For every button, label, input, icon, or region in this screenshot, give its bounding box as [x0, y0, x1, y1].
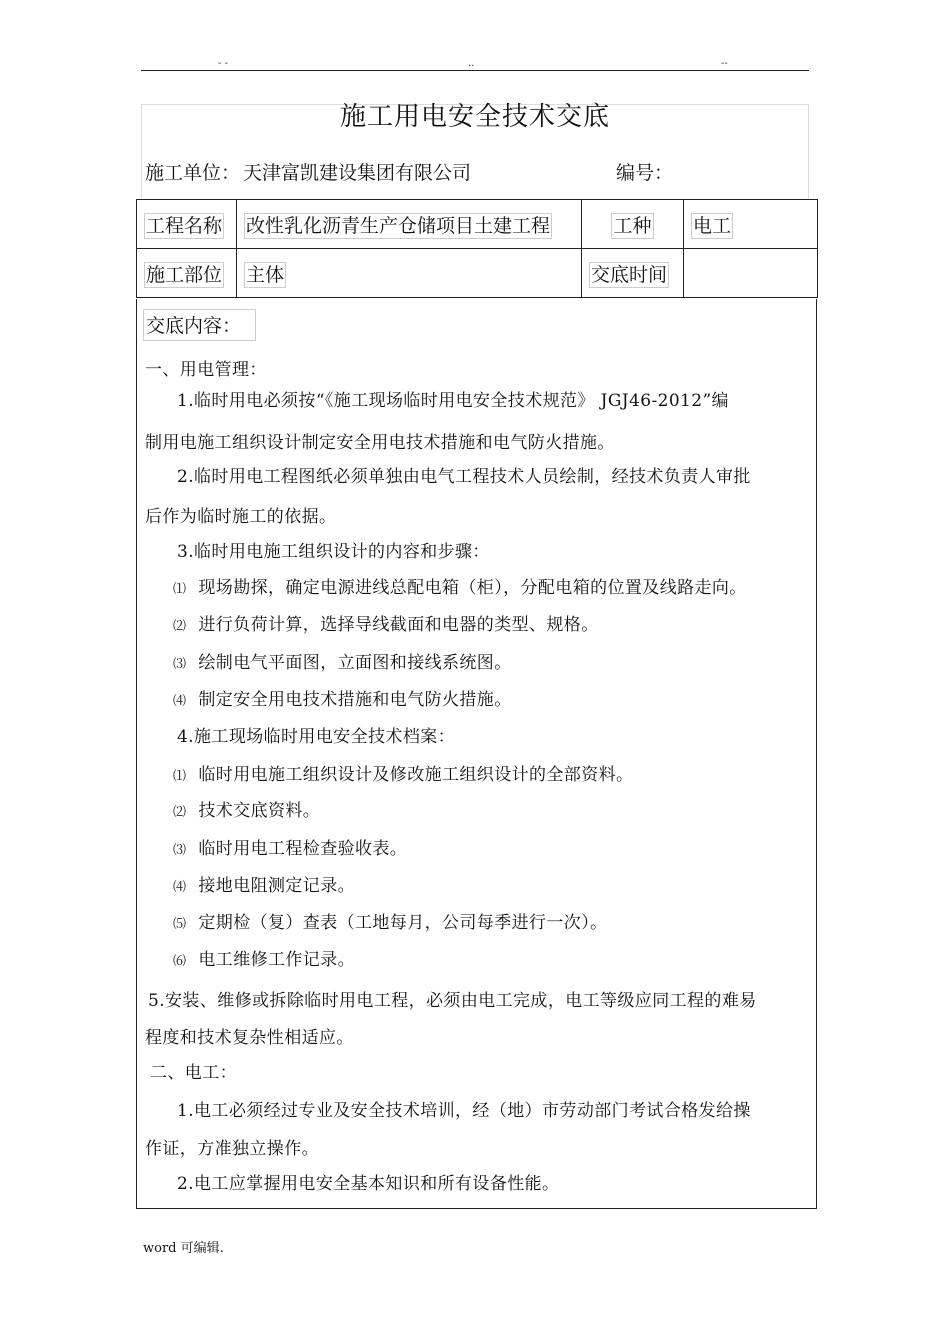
content-label: 交底内容：: [143, 309, 256, 341]
trade-label-cell: [582, 200, 684, 249]
trade-label: 工种: [613, 214, 652, 237]
list-item: 1.电工必须经过专业及安全技术培训，经（地）市劳动部门考试合格发给操: [177, 1101, 751, 1121]
list-item: 一、用电管理：: [145, 360, 267, 380]
list-item: 程度和技术复杂性相适应。: [145, 1028, 354, 1048]
time-label: 交底时间: [591, 263, 668, 286]
document-title: 施工用电安全技术交底: [339, 102, 610, 132]
location-label-cell: [137, 249, 237, 298]
construction-unit-label: 施工单位：: [145, 162, 241, 184]
list-item: ⑴ 现场勘探，确定电源进线总配电箱（柜），分配电箱的位置及线路走向。: [173, 578, 747, 598]
list-item: ⑵ 进行负荷计算，选择导线截面和电器的类型、规格。: [173, 615, 599, 635]
time-label-cell: [582, 249, 684, 298]
trade-value: 电工: [693, 214, 732, 237]
header-mark-right: --: [721, 58, 728, 69]
construction-unit-value: 天津富凯建设集团有限公司: [243, 162, 472, 184]
list-item: ⑶ 绘制电气平面图，立面图和接线系统图。: [173, 653, 512, 673]
location-value: 主体: [246, 263, 285, 286]
list-item: ⑹ 电工维修工作记录。: [173, 950, 356, 970]
footer-note: word 可编辑.: [143, 1241, 224, 1256]
list-item: 2.临时用电工程图纸必须单独由电气工程技术人员绘制，经技术负责人审批: [177, 467, 751, 487]
location-value-cell: [237, 249, 582, 298]
table-row: [137, 200, 818, 249]
list-item: ⑷ 接地电阻测定记录。: [173, 876, 356, 896]
list-item: ⑶ 临时用电工程检查验收表。: [173, 839, 408, 859]
info-table: [136, 199, 818, 298]
serial-number-label: 编号：: [616, 162, 674, 184]
time-value-cell: [684, 249, 818, 298]
list-item: 制用电施工组织设计制定安全用电技术措施和电气防火措施。: [145, 433, 615, 453]
list-item: ⑷ 制定安全用电技术措施和电气防火措施。: [173, 690, 512, 710]
project-name-value-cell: [237, 200, 582, 249]
header-mark-left: - -: [218, 58, 228, 69]
list-item: 3.临时用电施工组织设计的内容和步骤：: [177, 542, 490, 562]
list-item: ⑸ 定期检（复）查表（工地每月，公司每季进行一次）。: [173, 913, 608, 933]
list-item: 后作为临时施工的依据。: [145, 507, 337, 527]
project-name-label-cell: [137, 200, 237, 249]
location-label: 施工部位: [146, 263, 223, 286]
header-rule: [141, 70, 809, 71]
project-name-label: 工程名称: [146, 214, 223, 237]
list-item: 作证，方准独立操作。: [145, 1139, 319, 1159]
list-item: 4.施工现场临时用电安全技术档案：: [177, 727, 456, 747]
list-item: 2.电工应掌握用电安全基本知识和所有设备性能。: [177, 1174, 560, 1194]
list-item: ⑴ 临时用电施工组织设计及修改施工组织设计的全部资料。: [173, 765, 634, 785]
project-name-value: 改性乳化沥青生产仓储项目土建工程: [246, 214, 551, 237]
header-mark-center: ..: [468, 58, 475, 69]
list-item: 5.安装、维修或拆除临时用电工程，必须由电工完成，电工等级应同工程的难易: [148, 991, 757, 1011]
list-item: ⑵ 技术交底资料。: [173, 801, 321, 821]
trade-value-cell: [684, 200, 818, 249]
list-item: 1.临时用电必须按“《施工现场临时用电安全技术规范》 JGJ46-2012”编: [177, 391, 729, 411]
list-item: 二、电工：: [150, 1063, 237, 1083]
table-row: [137, 249, 818, 298]
